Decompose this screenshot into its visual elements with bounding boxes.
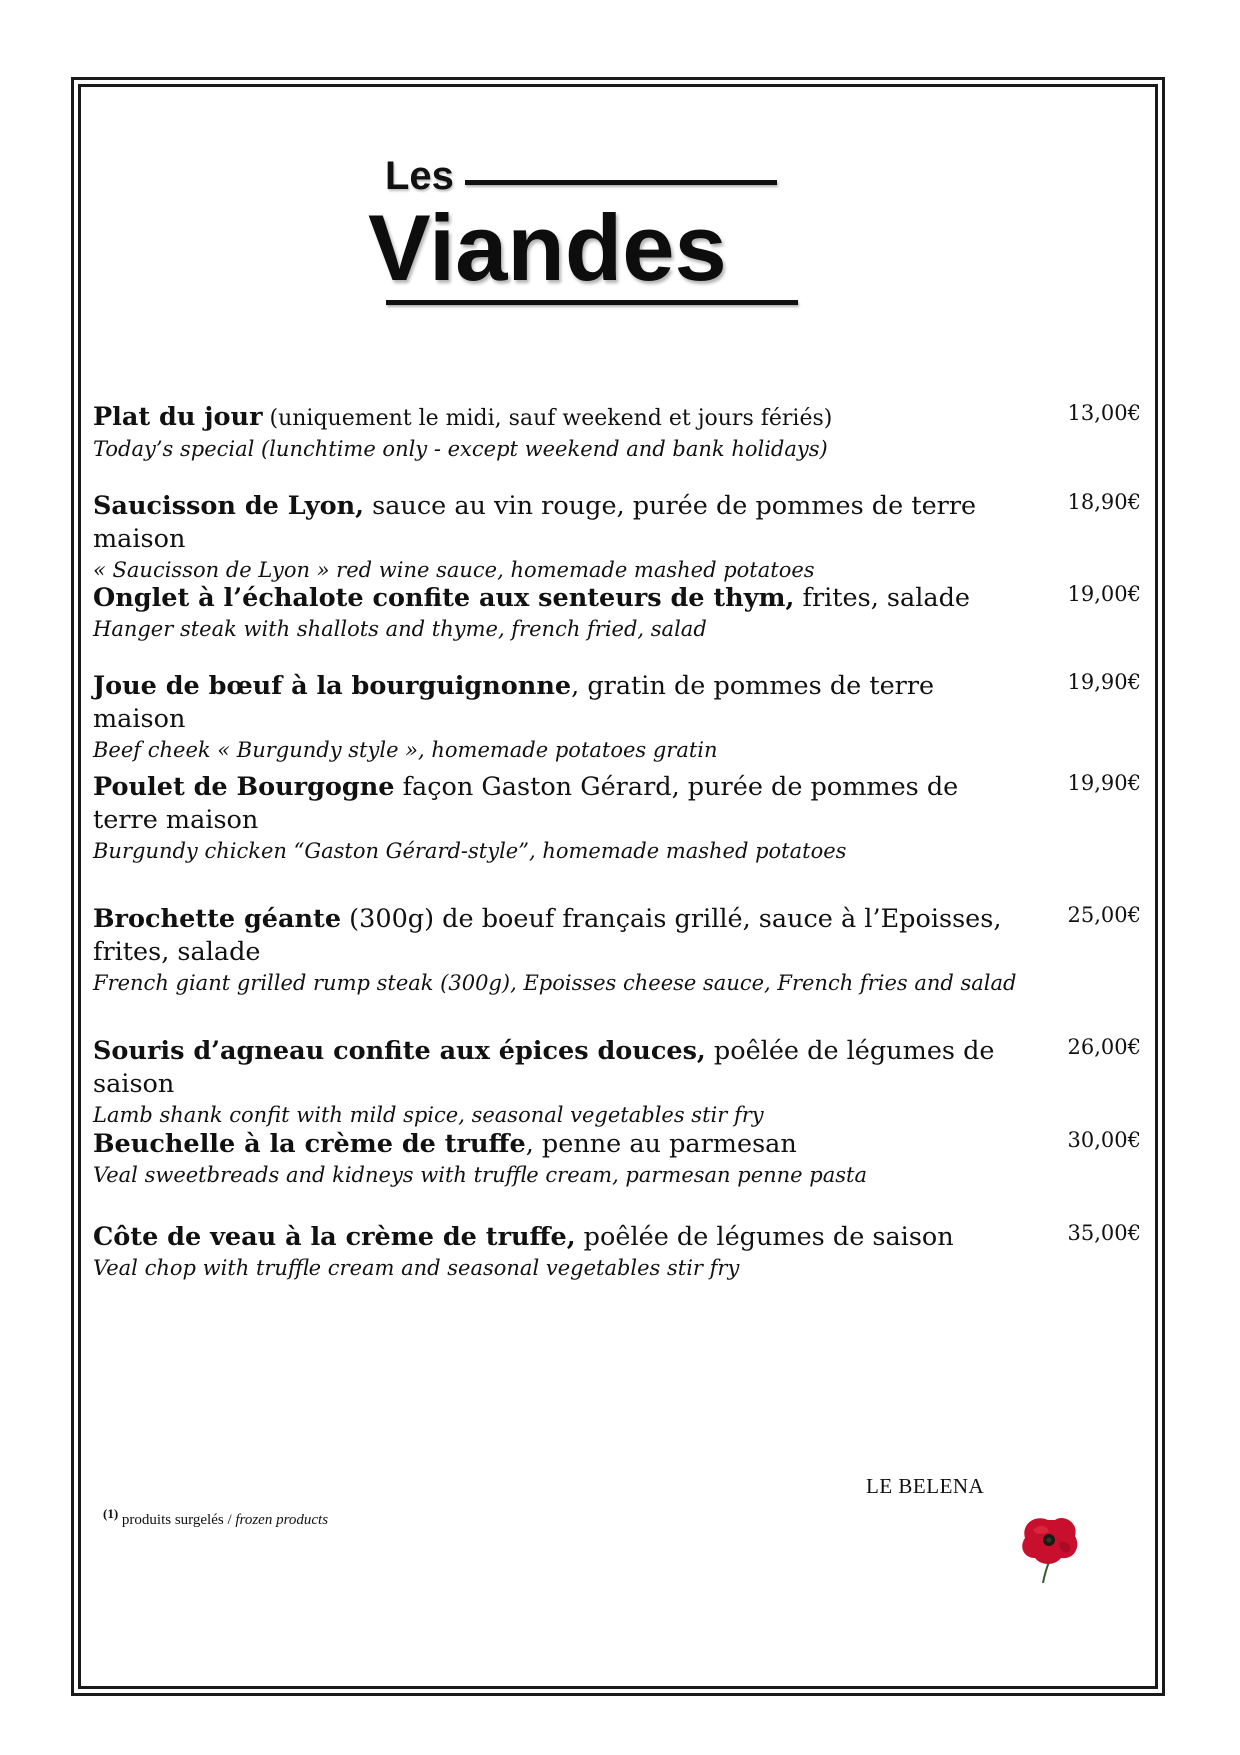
menu-item [93, 1128, 1141, 1189]
menu-item [93, 903, 1141, 997]
item-english: Burgundy chicken “Gaston Gérard-style”, homemade mashed potatoes [93, 839, 847, 863]
menu-item [93, 1035, 1141, 1129]
item-price: 19,00€ [1067, 582, 1141, 606]
item-french [93, 401, 1023, 435]
item-english: Veal chop with truffle cream and seasonal vegetables stir fry [93, 1256, 740, 1280]
item-english: Hanger steak with shallots and thyme, french fried, salad [93, 617, 707, 641]
item-price: 26,00€ [1067, 1035, 1141, 1059]
menu-item [93, 490, 1141, 584]
footnote-english: frozen products [235, 1512, 329, 1528]
item-price: 19,90€ [1067, 771, 1141, 795]
item-name: Poulet de Bourgogne [93, 772, 395, 802]
title-rule-top [465, 180, 777, 185]
footnote-french: produits surgelés / [118, 1512, 236, 1528]
item-desc: poêlée de légumes de saison [575, 1222, 954, 1252]
menu-item [93, 582, 1141, 643]
item-price: 25,00€ [1067, 903, 1141, 927]
item-desc: façon Gaston Gérard, purée de pommes de terre maison [93, 772, 959, 835]
item-english: Beef cheek « Burgundy style », homemade potatoes gratin [93, 738, 718, 762]
item-desc: , penne au parmesan [525, 1129, 797, 1159]
item-english: « Saucisson de Lyon » red wine sauce, homemade mashed potatoes [93, 558, 815, 582]
title-rule-bottom [386, 300, 798, 305]
item-french [93, 582, 1023, 615]
poppy-flower-icon [1015, 1512, 1085, 1584]
item-desc: frites, salade [794, 583, 970, 613]
footnote-marker: (1) [103, 1506, 119, 1521]
item-desc: (300g) de boeuf français grillé, sauce à l’Epoisses, frites, salade [93, 904, 1002, 967]
item-price: 13,00€ [1067, 401, 1141, 425]
item-french [93, 903, 1023, 969]
item-french [93, 1035, 1023, 1101]
item-name: Onglet à l’échalote confite aux senteurs de thym, [93, 583, 795, 613]
inner-border [78, 84, 1158, 1689]
item-french [93, 670, 1023, 736]
item-desc: poêlée de légumes de saison [93, 1036, 995, 1099]
page-title: Viandes [368, 195, 727, 300]
item-desc: sauce au vin rouge, purée de pommes de terre maison [93, 491, 977, 554]
item-french [93, 1128, 1023, 1161]
item-english: Today’s special (lunchtime only - except weekend and bank holidays) [93, 437, 828, 461]
menu-item [93, 771, 1141, 865]
item-price: 35,00€ [1067, 1221, 1141, 1245]
menu-item [93, 670, 1141, 764]
footnote [103, 1506, 328, 1529]
item-price: 30,00€ [1067, 1128, 1141, 1152]
item-price: 19,90€ [1067, 670, 1141, 694]
item-name: Saucisson de Lyon, [93, 491, 365, 521]
item-desc: , gratin de pommes de terre maison [93, 671, 935, 734]
item-english: Lamb shank confit with mild spice, seasonal vegetables stir fry [93, 1103, 764, 1127]
title-les: Les [385, 154, 454, 198]
item-price: 18,90€ [1067, 490, 1141, 514]
item-english: French giant grilled rump steak (300g), Epoisses cheese sauce, French fries and salad [93, 971, 1017, 995]
item-desc: (uniquement le midi, sauf weekend et jours fériés) [262, 406, 833, 431]
item-english: Veal sweetbreads and kidneys with truffle cream, parmesan penne pasta [93, 1163, 867, 1187]
item-french [93, 771, 1023, 837]
item-french [93, 1221, 1023, 1254]
menu-item [93, 401, 1141, 463]
item-name: Souris d’agneau confite aux épices douces, [93, 1036, 706, 1066]
item-name: Plat du jour [93, 402, 263, 432]
item-name: Brochette géante [93, 904, 342, 934]
item-name: Côte de veau à la crème de truffe, [93, 1222, 576, 1252]
menu-item [93, 1221, 1141, 1282]
item-name: Joue de bœuf à la bourguignonne [93, 671, 572, 701]
item-french [93, 490, 1023, 556]
item-name: Beuchelle à la crème de truffe [93, 1129, 526, 1159]
restaurant-name: LE BELENA [866, 1474, 985, 1498]
